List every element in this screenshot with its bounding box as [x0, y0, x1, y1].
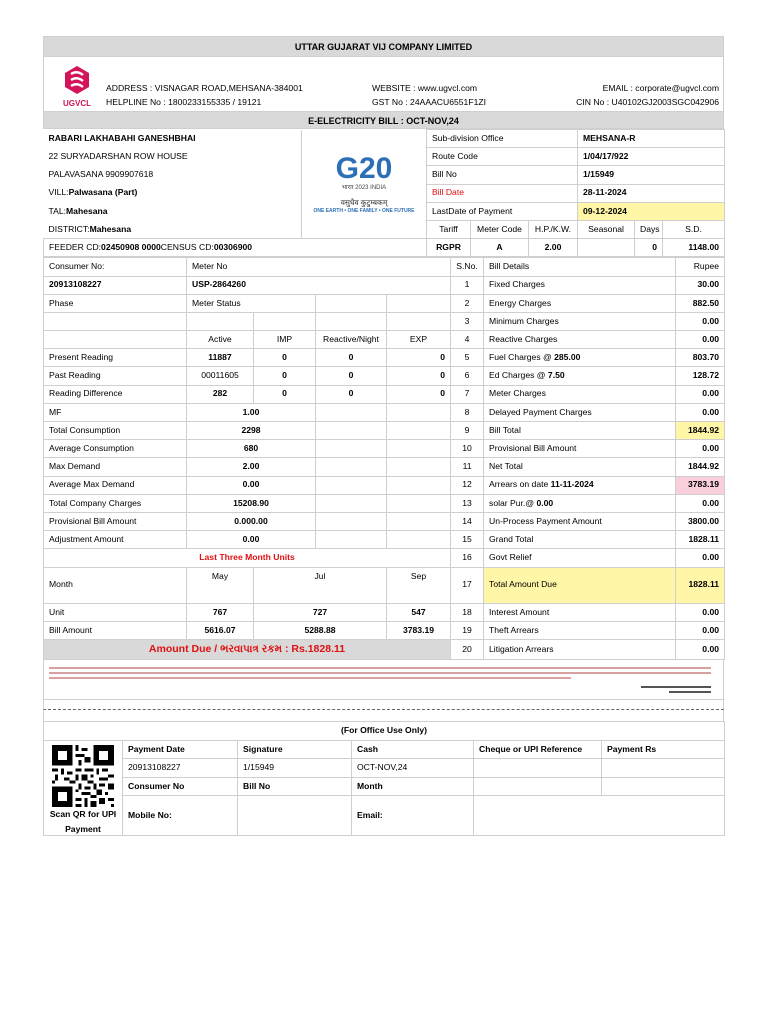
total-amount-due-value: 1828.11 — [676, 567, 725, 603]
bill-row-no: 9 — [451, 422, 484, 440]
empty-cell — [316, 294, 387, 312]
company-helpline: HELPLINE No : 1800233155335 / 19121 — [106, 97, 262, 107]
lastdate-label: LastDate of Payment — [427, 202, 578, 220]
feeder-label: FEEDER CD: — [49, 241, 102, 252]
amount-value: 5616.07 — [187, 622, 254, 640]
g20-motto: ONE EARTH • ONE FAMILY • ONE FUTURE — [313, 208, 415, 215]
metric-value: 0.00 — [187, 476, 316, 494]
customer-addr1: 22 SURYADARSHAN ROW HOUSE — [48, 151, 188, 162]
company-cin: CIN No : U40102GJ2003SGC042906 — [576, 97, 719, 107]
customer-info-table — [43, 129, 725, 257]
bill-row-value: 803.70 — [676, 349, 725, 367]
metercode-value: A — [471, 239, 529, 257]
empty-cell — [387, 512, 451, 530]
empty-cell — [44, 312, 187, 330]
hp-value: 2.00 — [529, 239, 578, 257]
month-label: Month — [352, 777, 474, 796]
bill-row-no: 11 — [451, 458, 484, 476]
unit-value: 767 — [187, 603, 254, 621]
g20-logo — [302, 130, 427, 239]
empty-cell — [387, 476, 451, 494]
billdate-value: 28-11-2024 — [578, 184, 725, 202]
customer-name: RABARI LAKHABAHI GANESHBHAI — [48, 132, 196, 143]
consumer-no-label: Consumer No — [123, 777, 238, 796]
empty-cell — [387, 440, 451, 458]
unit-value: 727 — [254, 603, 387, 621]
bill-row-value: 0.00 — [676, 312, 725, 330]
arrears-value: 3783.19 — [676, 476, 725, 494]
reading-value: 0 — [316, 349, 387, 367]
reading-header: EXP — [387, 331, 451, 349]
bill-row-value: 1844.92 — [676, 458, 725, 476]
bill-row-value: 0.00 — [676, 331, 725, 349]
tear-line — [43, 709, 724, 721]
reading-label: Past Reading — [44, 367, 187, 385]
metric-label: Max Demand — [44, 458, 187, 476]
payment-date-label: Payment Date — [123, 740, 238, 759]
amount-label: Bill Amount — [44, 622, 187, 640]
bill-details-header: Bill Details — [484, 258, 676, 276]
bill-row-no: 7 — [451, 385, 484, 403]
metric-value: 2.00 — [187, 458, 316, 476]
month-value: Sep — [387, 567, 451, 585]
fuel-charges-label: Fuel Charges @ — [489, 352, 555, 363]
signature-label: Signature — [238, 740, 352, 759]
unit-label: Unit — [44, 603, 187, 621]
bill-row-label: Grand Total — [484, 531, 676, 549]
reading-header: Reactive/Night — [316, 331, 387, 349]
ugvcl-logo-icon — [62, 65, 92, 95]
empty-cell — [316, 403, 387, 421]
district-value: Mahesana — [89, 223, 132, 234]
meter-no-value: USP-2864260 — [187, 276, 451, 294]
bill-row-no: 17 — [451, 567, 484, 603]
bill-row-no: 8 — [451, 403, 484, 421]
empty-cell — [187, 312, 254, 330]
route-label: Route Code — [427, 148, 578, 166]
district-label: DISTRICT: — [48, 223, 90, 234]
last-three-title: Last Three Month Units — [44, 549, 451, 567]
subdivision-label: Sub-division Office — [427, 130, 578, 148]
metric-value: 0.000.00 — [187, 512, 316, 530]
bill-row-label: Reactive Charges — [484, 331, 676, 349]
bill-row-no: 2 — [451, 294, 484, 312]
tal-value: Mahesana — [66, 205, 108, 216]
empty-cell — [316, 312, 387, 330]
customer-district — [44, 220, 302, 238]
metric-value: 0.00 — [187, 531, 316, 549]
g20-tag: भारत 2023 INDIA — [341, 184, 387, 191]
census-label: CENSUS CD: — [160, 241, 214, 252]
amount-value: 3783.19 — [387, 622, 451, 640]
solar-rate: 0.00 — [536, 497, 554, 508]
bill-row-value: 128.72 — [676, 367, 725, 385]
qr-cell — [44, 740, 123, 835]
subdivision-value: MEHSANA-R — [578, 130, 725, 148]
tal-label: TAL: — [48, 205, 67, 216]
bill-row-no: 20 — [451, 640, 484, 660]
empty-cell — [187, 585, 254, 603]
empty-cell — [316, 458, 387, 476]
bill-row-value: 0.00 — [676, 622, 725, 640]
lastdate-value: 09-12-2024 — [578, 202, 725, 220]
tariff-label: Tariff — [427, 220, 471, 238]
metric-label: Total Company Charges — [44, 494, 187, 512]
office-bill-no: 1/15949 — [238, 759, 352, 778]
upi-qr-code[interactable] — [52, 745, 114, 807]
reading-value: 0 — [387, 349, 451, 367]
billno-value: 1/15949 — [578, 166, 725, 184]
empty-cell — [387, 422, 451, 440]
metric-value: 680 — [187, 440, 316, 458]
bill-row-value: 882.50 — [676, 294, 725, 312]
bill-page — [43, 36, 724, 836]
bill-row-value: 0.00 — [676, 603, 725, 621]
bill-row-value: 1828.11 — [676, 531, 725, 549]
ed-charges-label: Ed Charges @ — [489, 370, 548, 381]
empty-cell — [387, 531, 451, 549]
empty-cell — [387, 312, 451, 330]
empty-cell — [387, 494, 451, 512]
empty-cell — [474, 777, 602, 796]
email-label: Email: — [352, 796, 474, 835]
solar-label: solar Pur.@ — [489, 497, 537, 508]
meter-status-label: Meter Status — [187, 294, 316, 312]
metric-label: Adjustment Amount — [44, 531, 187, 549]
bill-row-label — [484, 476, 676, 494]
bill-row-label: Theft Arrears — [484, 622, 676, 640]
empty-cell — [316, 531, 387, 549]
reading-value: 0 — [254, 385, 316, 403]
company-header — [43, 57, 724, 111]
reading-header: IMP — [254, 331, 316, 349]
office-month: OCT-NOV,24 — [352, 759, 474, 778]
metercode-label: Meter Code — [471, 220, 529, 238]
seasonal-label: Seasonal — [578, 220, 635, 238]
bill-row-value: 0.00 — [676, 549, 725, 567]
seasonal-value — [578, 239, 635, 257]
ugvcl-logo — [56, 65, 98, 109]
feeder-census — [44, 239, 427, 257]
bill-total-value: 1844.92 — [676, 422, 725, 440]
bill-row-no: 5 — [451, 349, 484, 367]
amount-value: 5288.88 — [254, 622, 387, 640]
arrears-date: 11-11-2024 — [550, 479, 594, 490]
empty-cell — [602, 759, 725, 778]
email-value — [474, 796, 725, 835]
empty-cell — [254, 312, 316, 330]
vill-label: VILL: — [48, 187, 69, 198]
metric-label: Total Consumption — [44, 422, 187, 440]
sd-label: S.D. — [663, 220, 725, 238]
phase-label: Phase — [44, 294, 187, 312]
empty-cell — [602, 777, 725, 796]
bill-row-label: Net Total — [484, 458, 676, 476]
bill-row-value: 3800.00 — [676, 512, 725, 530]
days-value: 0 — [635, 239, 663, 257]
notice-text-line — [49, 672, 711, 674]
reading-value: 11887 — [187, 349, 254, 367]
empty-cell — [316, 422, 387, 440]
billno-label: Bill No — [427, 166, 578, 184]
bill-row-label: Govt Relief — [484, 549, 676, 567]
bill-row-value: 0.00 — [676, 403, 725, 421]
days-label: Days — [635, 220, 663, 238]
bill-row-value: 0.00 — [676, 494, 725, 512]
reading-label: Reading Difference — [44, 385, 187, 403]
reading-value: 282 — [187, 385, 254, 403]
reading-value: 0 — [254, 367, 316, 385]
bill-row-value: 0.00 — [676, 385, 725, 403]
bill-row-value: 30.00 — [676, 276, 725, 294]
feeder-value: 02450908 0000 — [101, 241, 161, 252]
bill-row-label — [484, 367, 676, 385]
month-label: Month — [44, 567, 187, 603]
office-use-table — [43, 721, 725, 835]
cash-label: Cash — [352, 740, 474, 759]
cheque-label: Cheque or UPI Reference — [474, 740, 602, 759]
g20-sanskrit: वसुधैव कुटुम्बकम् — [340, 198, 388, 208]
total-amount-due-label: Total Amount Due — [484, 567, 676, 603]
signature-line — [669, 691, 711, 693]
empty-cell — [44, 331, 187, 349]
bill-row-label: Bill Total — [484, 422, 676, 440]
reading-value: 0 — [316, 385, 387, 403]
main-table — [43, 257, 725, 660]
census-value: 00306900 — [213, 241, 253, 252]
empty-cell — [387, 294, 451, 312]
office-use-title: (For Office Use Only) — [44, 722, 725, 741]
sno-header: S.No. — [451, 258, 484, 276]
metric-value: 1.00 — [187, 403, 316, 421]
arrears-label: Arrears on date — [489, 479, 551, 490]
metric-label: MF — [44, 403, 187, 421]
empty-cell — [316, 494, 387, 512]
gujarati-notice — [43, 660, 724, 700]
bill-row-no: 19 — [451, 622, 484, 640]
bill-row-no: 15 — [451, 531, 484, 549]
company-website: WEBSITE : www.ugvcl.com — [372, 83, 478, 93]
empty-cell — [316, 476, 387, 494]
bill-row-label: Fixed Charges — [484, 276, 676, 294]
bill-row-label: Provisional Bill Amount — [484, 440, 676, 458]
bill-row-no: 18 — [451, 603, 484, 621]
consumer-no-label: Consumer No: — [44, 258, 187, 276]
ugvcl-logo-text: UGVCL — [63, 99, 91, 108]
customer-taluka — [44, 202, 302, 220]
bill-row-value: 0.00 — [676, 440, 725, 458]
company-email: EMAIL : corporate@ugvcl.com — [602, 83, 719, 93]
metric-value: 2298 — [187, 422, 316, 440]
tariff-value: RGPR — [427, 239, 471, 257]
amount-due-banner: Amount Due / ભરવાપાત્ર રકમ : Rs.1828.11 — [44, 640, 451, 660]
empty-cell — [387, 403, 451, 421]
notice-text-line — [49, 677, 571, 679]
empty-cell — [316, 512, 387, 530]
bill-row-value: 0.00 — [676, 640, 725, 660]
ed-charges-rate: 7.50 — [547, 370, 565, 381]
bill-row-label — [484, 494, 676, 512]
empty-cell — [387, 458, 451, 476]
bill-row-label: Litigation Arrears — [484, 640, 676, 660]
mobile-value — [238, 796, 352, 835]
bill-row-no: 1 — [451, 276, 484, 294]
customer-addr2: PALAVASANA 9909907618 — [48, 169, 154, 180]
reading-label: Present Reading — [44, 349, 187, 367]
company-gst: GST No : 24AAACU6551F1ZI — [372, 97, 486, 107]
hp-label: H.P./K.W. — [529, 220, 578, 238]
bill-row-label: Un-Process Payment Amount — [484, 512, 676, 530]
rupee-header: Rupee — [676, 258, 725, 276]
empty-cell — [254, 585, 387, 603]
route-value: 1/04/17/922 — [578, 148, 725, 166]
bill-row-no: 14 — [451, 512, 484, 530]
qr-caption-2: Payment — [65, 824, 101, 835]
bill-row-no: 16 — [451, 549, 484, 567]
metric-label: Average Consumption — [44, 440, 187, 458]
payment-rs-label: Payment Rs — [602, 740, 725, 759]
bill-row-label: Delayed Payment Charges — [484, 403, 676, 421]
bill-row-no: 12 — [451, 476, 484, 494]
g20-logo-text: G20 — [335, 151, 393, 185]
fuel-charges-rate: 285.00 — [554, 352, 581, 363]
metric-label: Provisional Bill Amount — [44, 512, 187, 530]
empty-cell — [474, 759, 602, 778]
office-consumer-no: 20913108227 — [123, 759, 238, 778]
bill-row-label: Energy Charges — [484, 294, 676, 312]
sd-value: 1148.00 — [663, 239, 725, 257]
reading-value: 0 — [387, 385, 451, 403]
qr-caption-1: Scan QR for UPI — [49, 808, 117, 819]
company-name: UTTAR GUJARAT VIJ COMPANY LIMITED — [43, 36, 724, 57]
company-address: ADDRESS : VISNAGAR ROAD,MEHSANA-384001 — [106, 83, 303, 93]
bill-row-label — [484, 349, 676, 367]
vill-value: Palwasana (Part) — [68, 187, 138, 198]
month-value: Jul — [254, 567, 387, 585]
bill-row-no: 6 — [451, 367, 484, 385]
signature-line — [641, 686, 711, 688]
metric-label: Average Max Demand — [44, 476, 187, 494]
bill-row-no: 13 — [451, 494, 484, 512]
unit-value: 547 — [387, 603, 451, 621]
empty-cell — [387, 585, 451, 603]
reading-value: 0 — [316, 367, 387, 385]
bill-row-label: Minimum Charges — [484, 312, 676, 330]
notice-text-line — [49, 667, 711, 669]
consumer-no-value: 20913108227 — [44, 276, 187, 294]
reading-value: 00011605 — [187, 367, 254, 385]
empty-cell — [316, 440, 387, 458]
billdate-label: Bill Date — [427, 184, 578, 202]
bill-row-no: 4 — [451, 331, 484, 349]
officer-signature — [641, 683, 711, 696]
bill-title: E-ELECTRICITY BILL : OCT-NOV,24 — [43, 111, 724, 129]
bill-row-no: 3 — [451, 312, 484, 330]
meter-no-label: Meter No — [187, 258, 451, 276]
reading-value: 0 — [254, 349, 316, 367]
spacer — [43, 700, 724, 709]
bill-row-label: Interest Amount — [484, 603, 676, 621]
mobile-label: Mobile No: — [123, 796, 238, 835]
bill-row-no: 10 — [451, 440, 484, 458]
reading-value: 0 — [387, 367, 451, 385]
bill-no-label: Bill No — [238, 777, 352, 796]
bill-row-label: Meter Charges — [484, 385, 676, 403]
reading-header: Active — [187, 331, 254, 349]
metric-value: 15208.90 — [187, 494, 316, 512]
month-value: May — [187, 567, 254, 585]
customer-village — [44, 184, 302, 202]
